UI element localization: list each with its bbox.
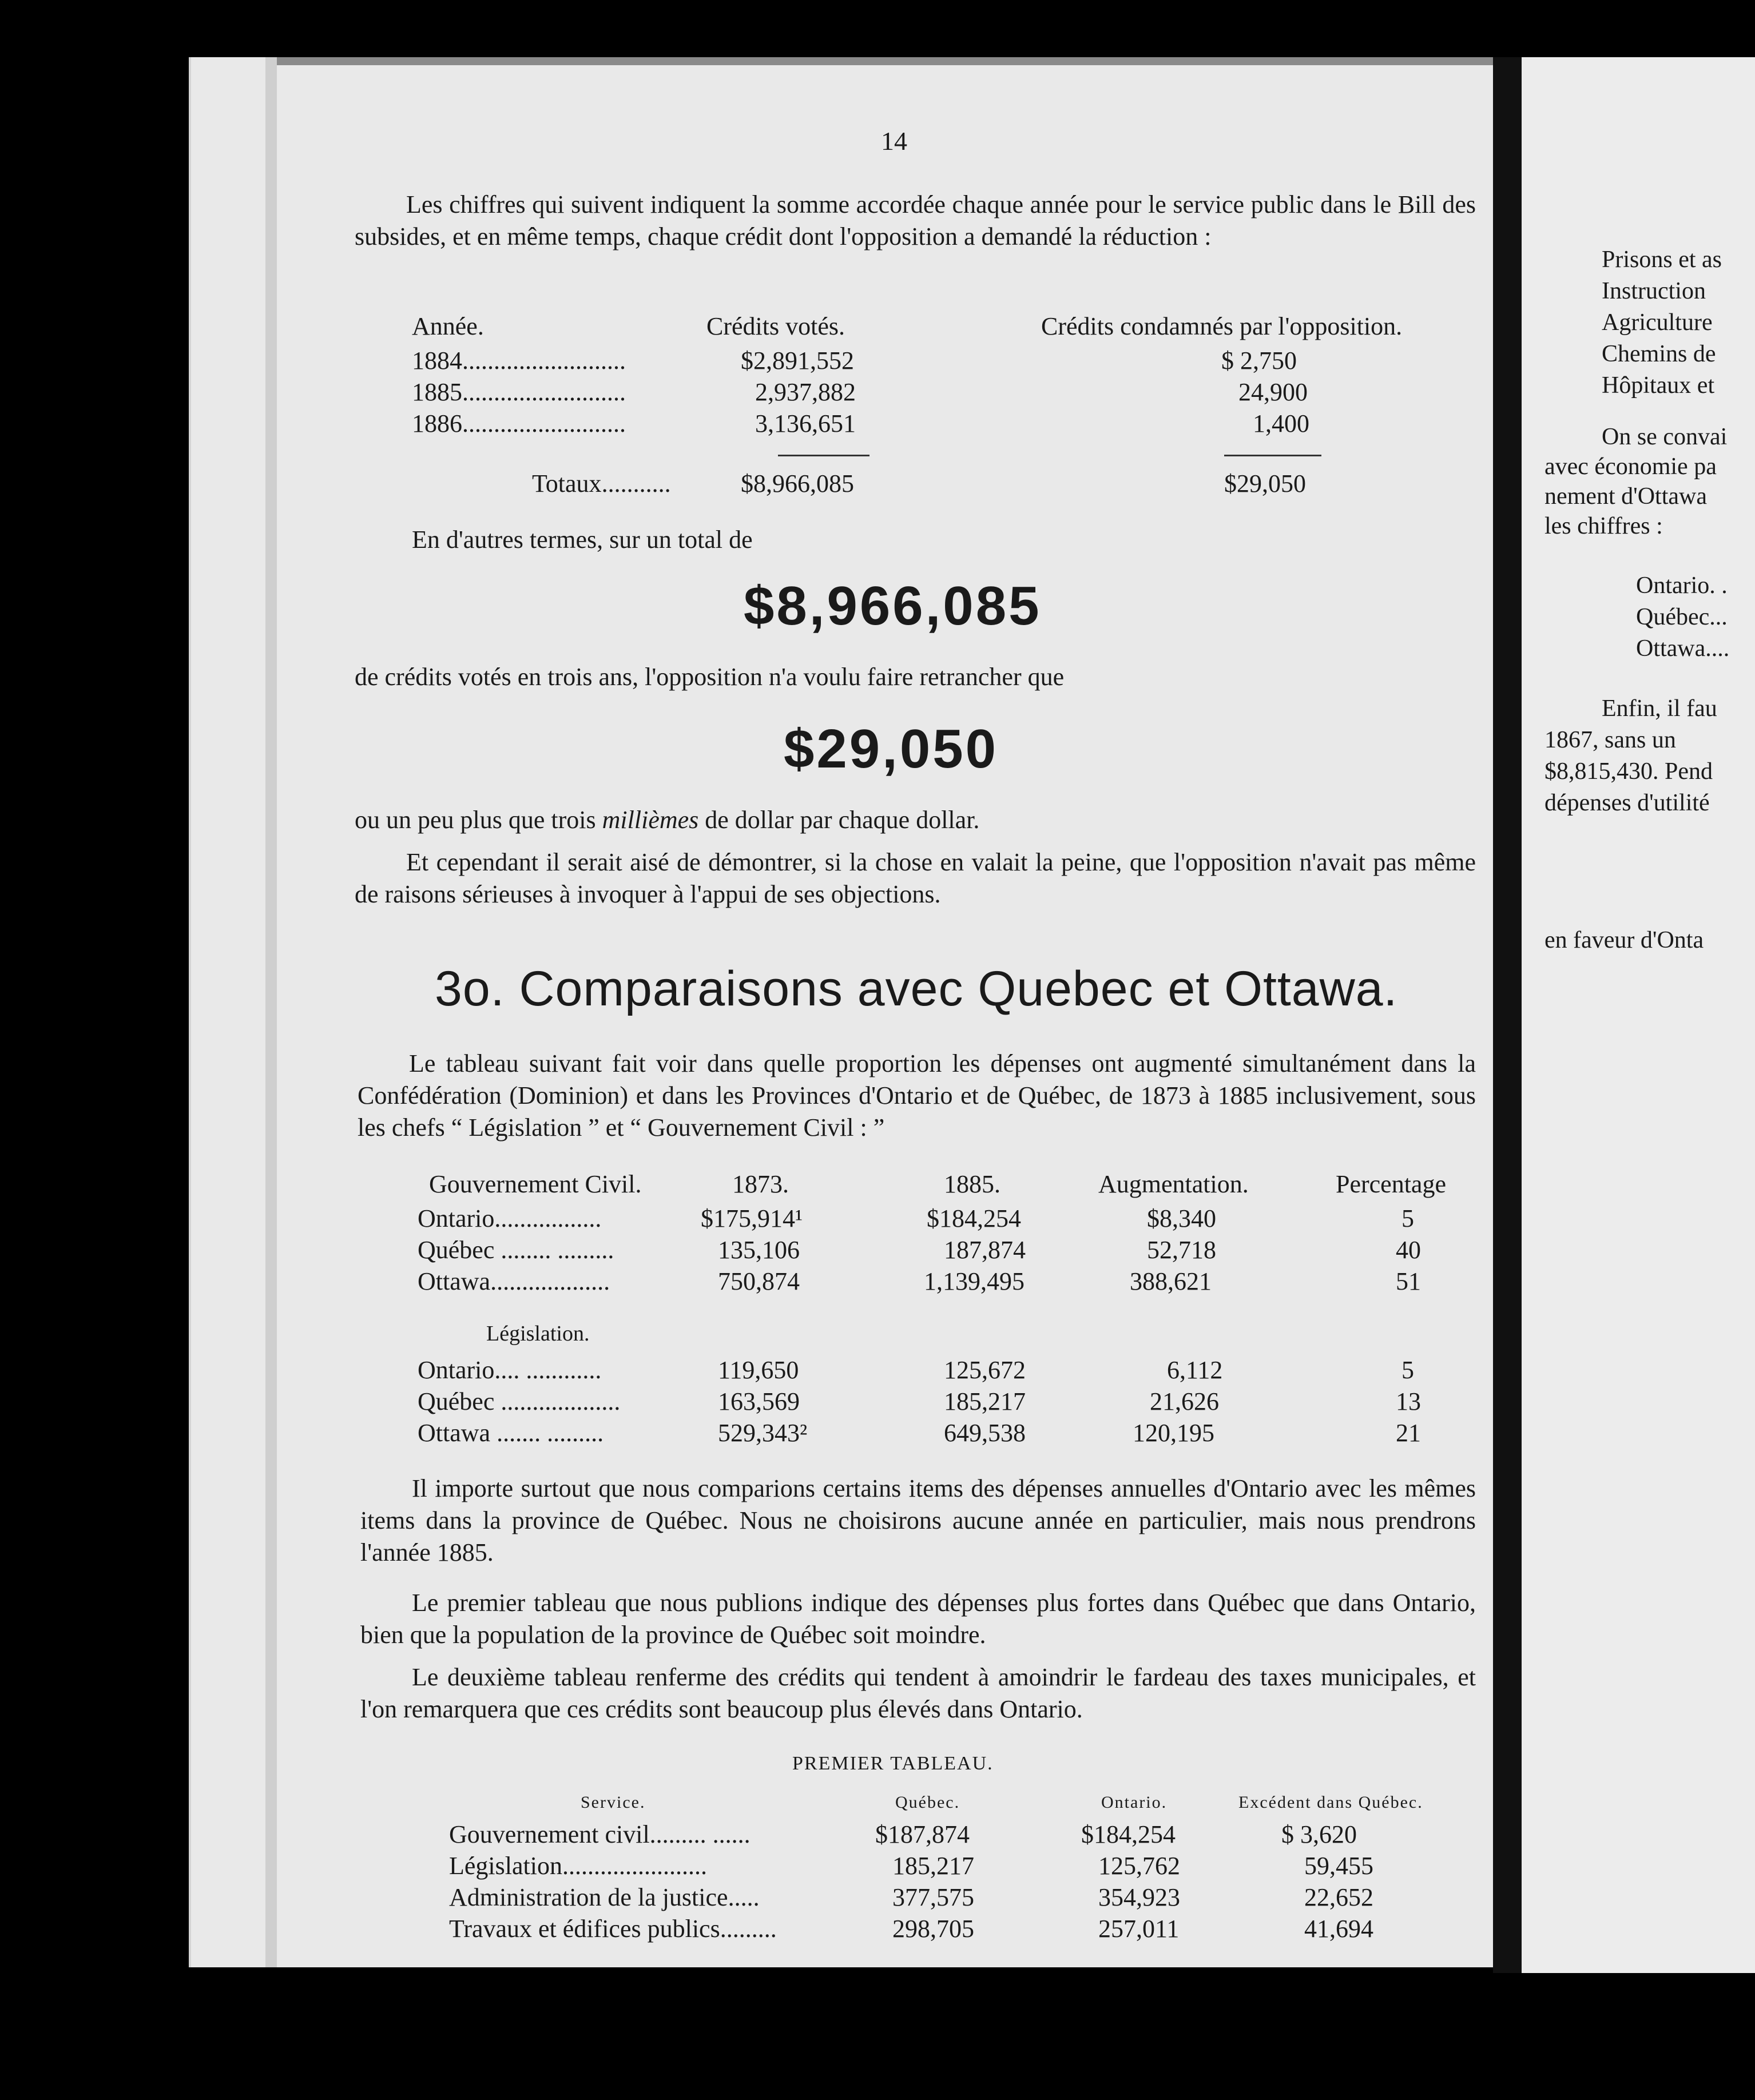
comparison-aug: 21,626 (1150, 1387, 1219, 1415)
premier-row-service: Travaux et édifices publics......... (449, 1915, 777, 1943)
premier-excedent: 22,652 (1304, 1883, 1373, 1911)
right-page-line: Hôpitaux et (1602, 372, 1715, 399)
cependant-paragraph (355, 846, 1476, 910)
right-page-line: $8,815,430. Pend (1544, 758, 1713, 785)
province-name: Ontario (418, 1204, 495, 1232)
credits-votes: 3,136,651 (755, 409, 856, 438)
province-name: Ontario (418, 1356, 495, 1384)
comparison-row-name: Ontario.... ............ (418, 1356, 602, 1384)
service-name: Législation (449, 1852, 562, 1880)
premier-quebec: 185,217 (892, 1852, 974, 1880)
right-page-line: On se convai (1602, 424, 1728, 450)
right-page-line: avec économie pa (1544, 454, 1717, 480)
comparison-pct: 21 (1396, 1419, 1421, 1447)
comparison-1873: $175,914¹ (701, 1204, 803, 1232)
credits-row: 1886.......................... (412, 409, 626, 438)
total-condamnes-big: $29,050 (784, 718, 999, 779)
premier-quebec: $187,874 (875, 1820, 970, 1848)
comparison-header-category: Gouvernement Civil. (429, 1170, 642, 1198)
premier-row-service: Législation....................... (449, 1852, 707, 1880)
comparison-aug: 120,195 (1133, 1419, 1214, 1447)
section-heading: 3o. Comparaisons avec Quebec et Ottawa. (435, 961, 1398, 1016)
total-votes-big: $8,966,085 (744, 575, 1042, 637)
premier-header-ontario: Ontario. (1101, 1793, 1168, 1812)
page-number: 14 (881, 126, 907, 156)
credits-row: 1885.......................... (412, 378, 626, 406)
right-page-line: Chemins de (1602, 341, 1716, 367)
credits-year: 1885 (412, 378, 462, 406)
comparison-1873: 119,650 (718, 1356, 799, 1384)
credits-total-label: Totaux (532, 470, 602, 498)
credits-row: 1884.......................... (412, 347, 626, 375)
credits-votes: $2,891,552 (741, 347, 854, 375)
intro-text: Les chiffres qui suivent indiquent la somme accordée chaque année pour le service public dans le Bill des subsides, et en même temps, chaque crédit dont l'opposition a demandé la réduction : (355, 190, 1476, 250)
autres-termes-line: En d'autres termes, sur un total de (412, 526, 753, 554)
comparison-1873: 529,343² (718, 1419, 808, 1447)
millieme-pre: ou un peu plus que trois (355, 806, 596, 834)
premier-ontario: $184,254 (1081, 1820, 1176, 1848)
credits-year: 1886 (412, 409, 462, 438)
credits-header-condamnes: Crédits condamnés par l'opposition. (1041, 312, 1403, 340)
binding-shadow (265, 57, 277, 1967)
premier-row-service: Gouvernement civil......... ...... (449, 1820, 751, 1848)
comparison-row-name: Ontario................. (418, 1204, 602, 1232)
credits-condamnes: 24,900 (1238, 378, 1308, 406)
premier-excedent: $ 3,620 (1281, 1820, 1357, 1848)
premier-quebec: 377,575 (892, 1883, 974, 1911)
credits-sum-rule (778, 455, 869, 456)
comparison-1885: 187,874 (944, 1236, 1026, 1264)
right-page-line: Ottawa.... (1636, 635, 1730, 662)
credits-votes: 2,937,882 (755, 378, 856, 406)
comparison-1873: 163,569 (718, 1387, 800, 1415)
right-page-line: Québec... (1636, 604, 1728, 630)
importe-paragraph (360, 1473, 1476, 1569)
right-page-line: dépenses d'utilité (1544, 790, 1710, 816)
comparison-1873: 135,106 (718, 1236, 800, 1264)
millieme-post: de dollar par chaque dollar. (705, 806, 980, 834)
credits-total-votes: $8,966,085 (741, 470, 854, 498)
premier-row-service: Administration de la justice..... (449, 1883, 760, 1911)
comparison-pct: 51 (1396, 1267, 1421, 1295)
service-name: Travaux et édifices publics (449, 1915, 720, 1943)
comparison-aug: $8,340 (1147, 1204, 1216, 1232)
premier-ontario: 125,762 (1098, 1852, 1180, 1880)
deuxieme-text: Le deuxième tableau renferme des crédits qui tendent à amoindrir le fardeau des taxes municipales, et l'on remarquera que ces crédits sont beaucoup plus élevés dans Ontario. (360, 1663, 1476, 1723)
right-page-line: Prisons et as (1602, 246, 1722, 273)
premier-ontario: 257,011 (1098, 1915, 1180, 1943)
premier-header-service: Service. (581, 1793, 646, 1812)
comparison-aug: 6,112 (1167, 1356, 1223, 1384)
comparison-1885: $184,254 (927, 1204, 1021, 1232)
comparison-1873: 750,874 (718, 1267, 800, 1295)
comparison-1885: 649,538 (944, 1419, 1026, 1447)
comparison-header-percentage: Percentage (1336, 1170, 1446, 1198)
comparison-row-name: Ottawa ....... ......... (418, 1419, 604, 1447)
premier-header-excedent: Excédent dans Québec. (1238, 1793, 1423, 1812)
deuxieme-paragraph (360, 1661, 1476, 1725)
premier-tableau-title: PREMIER TABLEAU. (792, 1753, 994, 1774)
credits-condamnes: $ 2,750 (1221, 347, 1297, 375)
service-name: Gouvernement civil (449, 1820, 650, 1848)
right-page-line: en faveur d'Onta (1544, 927, 1704, 953)
importe-text: Il importe surtout que nous comparions certains items des dépenses annuelles d'Ontario avec les mêmes items dans la province de Québec. Nous ne choisirons aucune année en particulier, mais nous prendrons l'année 1885. (360, 1474, 1476, 1566)
comparison-header-1885: 1885. (944, 1170, 1000, 1198)
credits-header-year: Année. (412, 312, 484, 340)
comparison-row-name: Québec ................... (418, 1387, 621, 1415)
service-name: Administration de la justice (449, 1883, 728, 1911)
comparison-pct: 13 (1396, 1387, 1421, 1415)
premier-paragraph (360, 1587, 1476, 1651)
credits-total-condamnes: $29,050 (1224, 470, 1306, 498)
premier-quebec: 298,705 (892, 1915, 974, 1943)
page-top-shadow (265, 57, 1501, 65)
credits-condamnes: 1,400 (1253, 409, 1309, 438)
comparison-header-augmentation: Augmentation. (1098, 1170, 1249, 1198)
right-page-line: Enfin, il fau (1602, 695, 1717, 722)
tableau-text: Le tableau suivant fait voir dans quelle proportion les dépenses ont augmenté simultanément dans la Confédération (Dominion) et dans les Provinces d'Ontario et de Québec, de 1873 à 1885 inclusivement, sous les chefs “ Législation ” et “ Gouvernement Civil : ” (358, 1049, 1476, 1142)
comparison-1885: 185,217 (944, 1387, 1026, 1415)
credits-total-row: Totaux........... (532, 470, 671, 498)
credits-sum-rule (1224, 455, 1321, 456)
credits-year: 1884 (412, 347, 462, 375)
comparison-aug: 52,718 (1147, 1236, 1216, 1264)
premier-text: Le premier tableau que nous publions indique des dépenses plus fortes dans Québec que dans Ontario, bien que la population de la province de Québec soit moindre. (360, 1589, 1476, 1649)
comparison-pct: 5 (1401, 1204, 1414, 1232)
right-page-line: les chiffres : (1544, 513, 1663, 539)
comparison-header-1873: 1873. (732, 1170, 789, 1198)
right-page-line: 1867, sans un (1544, 727, 1676, 753)
tableau-paragraph (358, 1048, 1476, 1144)
premier-excedent: 41,694 (1304, 1915, 1373, 1943)
millieme-word: millièmes (602, 806, 699, 834)
comparison-aug: 388,621 (1130, 1267, 1212, 1295)
page-gutter (1493, 57, 1522, 1973)
right-page-line: Ontario. . (1636, 572, 1728, 599)
province-name: Ottawa (418, 1419, 491, 1447)
province-name: Québec (418, 1236, 495, 1264)
comparison-pct: 40 (1396, 1236, 1421, 1264)
right-page-line: nement d'Ottawa (1544, 483, 1707, 510)
premier-excedent: 59,455 (1304, 1852, 1373, 1880)
comparison-row-name: Ottawa................... (418, 1267, 610, 1295)
premier-header-quebec: Québec. (895, 1793, 960, 1812)
province-name: Québec (418, 1387, 495, 1415)
right-page-fragment (1522, 57, 1755, 1973)
millieme-line (355, 805, 979, 834)
legislation-label: Législation. (486, 1322, 590, 1346)
right-page-line: Instruction (1602, 278, 1706, 304)
credits-header-votes: Crédits votés. (706, 312, 845, 340)
comparison-row-name: Québec ........ ......... (418, 1236, 614, 1264)
premier-ontario: 354,923 (1098, 1883, 1180, 1911)
cependant-text: Et cependant il serait aisé de démontrer, si la chose en valait la peine, que l'opposition n'avait pas même de raisons sérieuses à invoquer à l'appui de ses objections. (355, 848, 1476, 908)
province-name: Ottawa (418, 1267, 491, 1295)
comparison-1885: 125,672 (944, 1356, 1026, 1384)
credits-sentence: de crédits votés en trois ans, l'opposition n'a voulu faire retrancher que (355, 663, 1065, 691)
intro-paragraph (355, 189, 1476, 253)
comparison-1885: 1,139,495 (924, 1267, 1025, 1295)
comparison-pct: 5 (1401, 1356, 1414, 1384)
right-page-line: Agriculture (1602, 309, 1713, 336)
